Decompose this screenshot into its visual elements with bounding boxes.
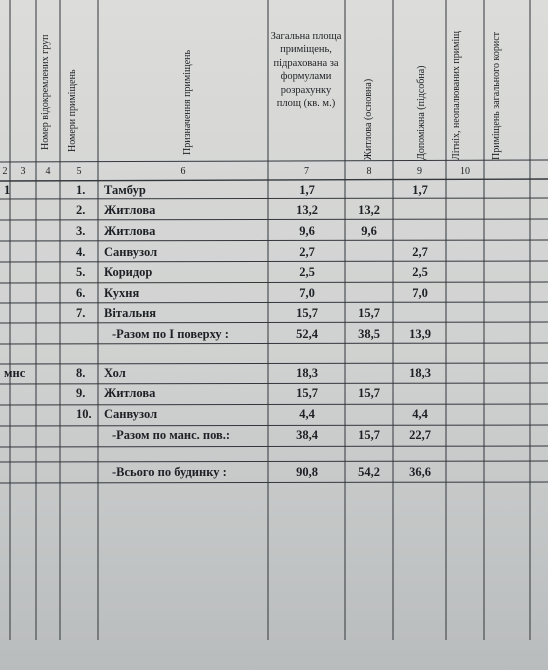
subtotal-label: -Всього по будинку :: [112, 465, 227, 479]
room-purpose: Кухня: [104, 286, 140, 300]
column-number: 2: [2, 166, 8, 177]
room-purpose: Санвузол: [104, 407, 158, 421]
total-area-value: 15,7: [296, 306, 318, 320]
room-number: 4.: [76, 245, 86, 259]
total-area-value: 52,4: [296, 327, 318, 341]
auxiliary-area-value: 2,5: [412, 265, 428, 279]
header-total-area: Загальна площа приміщень, підрахована за формулами розрахунку площ (кв. м.): [270, 31, 342, 110]
living-area-value: 54,2: [358, 465, 380, 479]
total-area-value: 4,4: [299, 407, 315, 421]
column-number: 6: [180, 166, 186, 177]
room-number: 6.: [76, 286, 86, 300]
row-line: [0, 446, 548, 447]
column-number: 8: [366, 166, 372, 177]
auxiliary-area-value: 1,7: [412, 183, 428, 197]
row-line: [0, 343, 548, 344]
auxiliary-area-value: 18,3: [409, 366, 431, 380]
total-area-value: 38,4: [296, 428, 318, 442]
header-bottom-line: [0, 160, 548, 162]
room-number: 5.: [76, 265, 86, 279]
total-area-value: 1,7: [299, 183, 315, 197]
auxiliary-area-value: 2,7: [412, 245, 428, 259]
row-line: [0, 282, 548, 283]
living-area-value: 38,5: [358, 327, 380, 341]
row-line: [0, 461, 548, 462]
header-room-purpose: Призначення приміщень: [182, 49, 193, 155]
room-purpose: Тамбур: [104, 183, 146, 197]
auxiliary-area-value: 36,6: [409, 465, 431, 479]
room-purpose: Хол: [104, 366, 126, 380]
living-area-value: 15,7: [358, 386, 380, 400]
column-number: 7: [304, 166, 309, 177]
room-purpose: Вітальня: [104, 306, 157, 320]
total-area-value: 2,5: [299, 265, 315, 279]
living-area-value: 15,7: [358, 428, 380, 442]
room-purpose: Санвузол: [104, 245, 158, 259]
subtotal-label: -Разом по манс. пов.:: [112, 428, 231, 442]
header-common-rooms: Приміщень загального корист: [491, 31, 502, 160]
row-line: [0, 322, 548, 323]
row-line: [0, 240, 548, 241]
column-number: 3: [20, 166, 26, 177]
total-area-value: 9,6: [299, 224, 315, 238]
living-area-value: 9,6: [361, 224, 377, 238]
subtotal-label: -Разом по І поверху :: [112, 327, 229, 341]
room-number: 7.: [76, 306, 86, 320]
row-line: [0, 219, 548, 220]
header-living-area: Житлова (основна): [363, 78, 374, 160]
total-area-value: 15,7: [296, 386, 318, 400]
room-purpose: Житлова: [104, 386, 156, 400]
room-purpose: Житлова: [104, 224, 156, 238]
floor-label: 1: [4, 183, 11, 197]
room-number: 2.: [76, 203, 86, 217]
row-line: [0, 404, 548, 405]
room-purpose: Житлова: [104, 203, 156, 217]
column-number: 5: [76, 166, 82, 177]
header-room-numbers: Номери приміщень: [67, 69, 78, 152]
auxiliary-area-value: 7,0: [412, 286, 428, 300]
header-group-number: Номер відокремлених груп: [40, 34, 51, 150]
column-number: 9: [417, 166, 422, 177]
room-number: 9.: [76, 386, 86, 400]
living-area-value: 13,2: [358, 203, 380, 217]
room-number: 1.: [76, 183, 86, 197]
header-auxiliary-area: Допоміжна (підсобна): [416, 65, 427, 160]
total-area-value: 18,3: [296, 366, 318, 380]
room-purpose: Коридор: [104, 265, 153, 279]
row-line: [0, 261, 548, 262]
row-line: [0, 198, 548, 199]
column-number: 4: [45, 166, 51, 177]
living-area-value: 15,7: [358, 306, 380, 320]
column-number-bottom-line: [0, 179, 548, 181]
auxiliary-area-value: 22,7: [409, 428, 431, 442]
total-area-value: 7,0: [299, 286, 315, 300]
row-line: [0, 383, 548, 384]
row-line: [0, 363, 548, 364]
auxiliary-area-value: 13,9: [409, 327, 431, 341]
total-area-value: 13,2: [296, 203, 318, 217]
total-area-value: 2,7: [299, 245, 315, 259]
row-line: [0, 482, 548, 483]
room-number: 8.: [76, 366, 86, 380]
row-line: [0, 425, 548, 426]
room-number: 3.: [76, 224, 86, 238]
row-line: [0, 302, 548, 303]
header-summer-rooms: Літніх, неопалюваних приміщ: [451, 31, 462, 160]
column-number: 10: [460, 166, 470, 177]
auxiliary-area-value: 4,4: [412, 407, 428, 421]
floor-label: мнс: [4, 366, 26, 380]
total-area-value: 90,8: [296, 465, 318, 479]
room-number: 10.: [76, 407, 92, 421]
